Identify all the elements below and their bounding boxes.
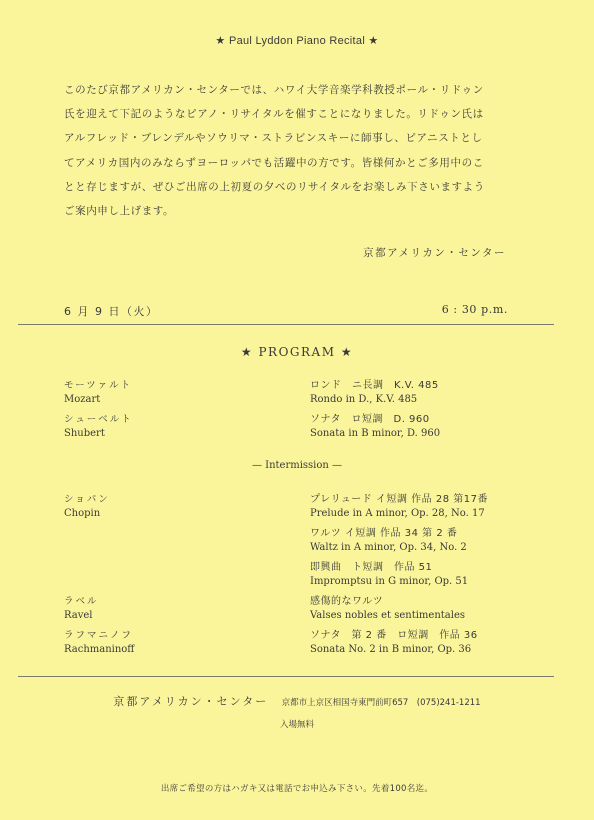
work-title-ja: ソナタ 第 2 番 ロ短調 作品 36 xyxy=(310,630,478,641)
work-rondo xyxy=(310,379,439,407)
work-title-en: Sonata in B minor, D. 960 xyxy=(310,428,441,439)
signature: 京都アメリカン・センター xyxy=(363,247,506,259)
composer-name-en: Mozart xyxy=(64,394,101,405)
composer-name-ja: ラベル xyxy=(64,596,99,607)
composer-mozart xyxy=(64,379,132,407)
event-date: 6 月 9 日（火） xyxy=(64,305,159,318)
work-valses xyxy=(310,595,465,623)
composer-ravel xyxy=(64,595,99,623)
composer-chopin xyxy=(64,493,110,521)
work-title-ja: プレリュード イ短調 作品 28 第17番 xyxy=(310,494,488,505)
work-impromptu xyxy=(310,561,468,589)
intro-line: とと存じますが、ぜひご出席の上初夏の夕べのリサイタルをお楽しみ下さいますよう xyxy=(64,180,485,193)
work-title-ja: ワルツ イ短調 作品 34 第 2 番 xyxy=(310,528,458,539)
event-time: 6 : 30 p.m. xyxy=(441,303,508,316)
composer-name-ja: シューベルト xyxy=(64,414,133,425)
composer-name-en: Ravel xyxy=(64,610,93,621)
work-title-ja: ソナタ ロ短調 D. 960 xyxy=(310,414,430,425)
footer-org: 京都アメリカン・センター xyxy=(113,695,269,708)
work-title-ja: 感傷的なワルツ xyxy=(310,596,384,607)
work-title-en: Rondo in D., K.V. 485 xyxy=(310,394,418,405)
intro-line: ご案内申し上げます。 xyxy=(64,205,175,218)
composer-rachmaninoff xyxy=(64,629,134,657)
intro-line: てアメリカ国内のみならずヨーロッパでも活躍中の方です。皆様何かとご多用中のこ xyxy=(64,156,484,169)
work-sonata-d960 xyxy=(310,413,440,441)
work-title-ja: ロンド ニ長調 K.V. 485 xyxy=(310,380,439,391)
composer-name-ja: モーツァルト xyxy=(64,380,133,391)
program-heading: ★ PROGRAM ★ xyxy=(240,345,354,359)
intro-text xyxy=(64,78,524,223)
admission-free: 入場無料 xyxy=(279,720,314,730)
composer-name-ja: ショパン xyxy=(64,494,110,505)
work-title-en: Impromptsu in G minor, Op. 51 xyxy=(310,576,469,587)
recital-title: ★ Paul Lyddon Piano Recital ★ xyxy=(215,35,379,47)
composer-name-en: Rachmaninoff xyxy=(64,644,135,655)
divider-bottom xyxy=(18,676,554,677)
footer-contact xyxy=(0,693,594,709)
work-waltz xyxy=(310,527,467,555)
rsvp-note: 出席ご希望の方はハガキ又は電話でお申込み下さい。先着100名迄。 xyxy=(160,784,434,794)
intro-line: アルフレッド・ブレンデルやソウリマ・ストラビンスキーに師事し、ピアニストとし xyxy=(64,132,483,145)
composer-name-en: Chopin xyxy=(64,508,101,519)
divider-top xyxy=(18,324,554,325)
composer-name-en: Shubert xyxy=(64,428,105,439)
work-title-en: Sonata No. 2 in B minor, Op. 36 xyxy=(310,644,472,655)
work-title-en: Waltz in A minor, Op. 34, No. 2 xyxy=(310,542,467,553)
composer-name-ja: ラフマニノフ xyxy=(64,630,134,641)
intermission-label: — Intermission — xyxy=(251,460,343,471)
composer-shubert xyxy=(64,413,133,441)
footer-address: 京都市上京区相国寺東門前町657 (075)241-1211 xyxy=(281,698,481,708)
work-title-en: Prelude in A minor, Op. 28, No. 17 xyxy=(310,508,485,519)
intro-line: このたび京都アメリカン・センターでは、ハワイ大学音楽学科教授ポール・リドゥン xyxy=(64,84,484,96)
work-title-en: Valses nobles et sentimentales xyxy=(310,610,466,621)
work-title-ja: 即興曲 ト短調 作品 51 xyxy=(310,562,433,573)
work-prelude xyxy=(310,493,488,521)
work-sonata-op36 xyxy=(310,629,478,657)
intro-line: 氏を迎えて下記のようなピアノ・リサイタルを催すことになりました。リドゥン氏は xyxy=(64,108,484,121)
